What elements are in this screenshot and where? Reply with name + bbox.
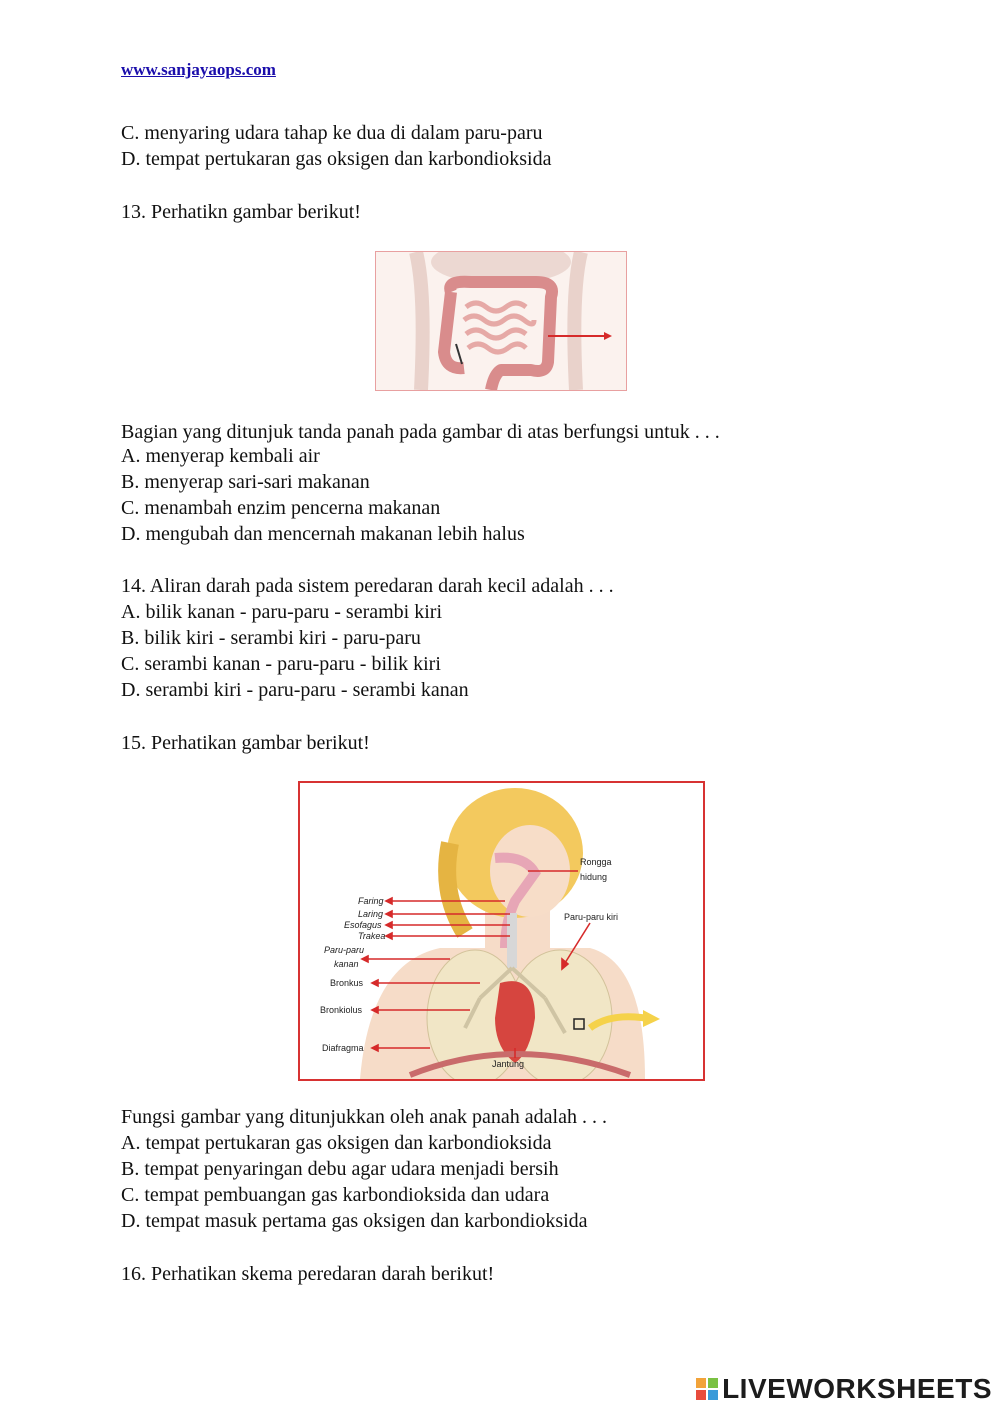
label-jantung: Jantung: [492, 1059, 525, 1069]
label-rongga: Rongga: [580, 857, 612, 867]
q12-option-d: D. tempat pertukaran gas oksigen dan karbondioksida: [121, 148, 552, 170]
q15-option-d: D. tempat masuk pertama gas oksigen dan karbondioksida: [121, 1210, 588, 1232]
q14-option-d: D. serambi kiri - paru-paru - serambi kanan: [121, 679, 469, 701]
q15-option-a: A. tempat pertukaran gas oksigen dan karbondioksida: [121, 1132, 552, 1154]
q16-prompt: 16. Perhatikan skema peredaran darah berikut!: [121, 1263, 495, 1285]
label-bronkiolus: Bronkiolus: [320, 1005, 363, 1015]
label-esofagus: Esofagus: [344, 920, 382, 930]
q15-option-b: B. tempat penyaringan debu agar udara menjadi bersih: [121, 1158, 559, 1180]
q13-option-b: B. menyerap sari-sari makanan: [121, 471, 370, 493]
intestine-illustration: [376, 252, 626, 390]
label-laring: Laring: [358, 909, 384, 919]
brand-name: LIVEWORKSHEETS: [722, 1373, 992, 1404]
liveworksheets-brand: [696, 1372, 992, 1406]
intestine-figure: [375, 251, 627, 391]
label-bronkus: Bronkus: [330, 978, 364, 988]
q13-option-d: D. mengubah dan mencernah makanan lebih halus: [121, 523, 525, 545]
q15-question: Fungsi gambar yang ditunjukkan oleh anak panah adalah . . .: [121, 1106, 607, 1128]
liveworksheets-logo-icon: [696, 1378, 718, 1400]
label-paru-kanan-1: Paru-paru: [324, 945, 365, 955]
label-paru-kiri: Paru-paru kiri: [564, 912, 619, 922]
q13-question: Bagian yang ditunjuk tanda panah pada gambar di atas berfungsi untuk . . .: [121, 421, 720, 443]
q14-question: 14. Aliran darah pada sistem peredaran darah kecil adalah . . .: [121, 575, 614, 597]
q13-prompt: 13. Perhatikn gambar berikut!: [121, 201, 361, 223]
q14-option-a: A. bilik kanan - paru-paru - serambi kiri: [121, 601, 443, 623]
label-diafragma: Diafragma: [322, 1043, 364, 1053]
respiratory-figure: [298, 781, 705, 1081]
q14-option-c: C. serambi kanan - paru-paru - bilik kiri: [121, 653, 441, 675]
label-paru-kanan-2: kanan: [334, 959, 359, 969]
label-hidung: hidung: [580, 872, 608, 882]
q15-prompt: 15. Perhatikan gambar berikut!: [121, 732, 370, 754]
q13-option-a: A. menyerap kembali air: [121, 445, 320, 467]
q15-option-c: C. tempat pembuangan gas karbondioksida dan udara: [121, 1184, 550, 1206]
respiratory-illustration: [300, 783, 703, 1079]
q14-option-b: B. bilik kiri - serambi kiri - paru-paru: [121, 627, 421, 649]
label-trakea: Trakea: [358, 931, 386, 941]
q12-option-c: C. menyaring udara tahap ke dua di dalam paru-paru: [121, 122, 543, 144]
q13-option-c: C. menambah enzim pencerna makanan: [121, 497, 441, 519]
label-faring: Faring: [358, 896, 384, 906]
website-link[interactable]: www.sanjayaops.com: [121, 60, 276, 79]
